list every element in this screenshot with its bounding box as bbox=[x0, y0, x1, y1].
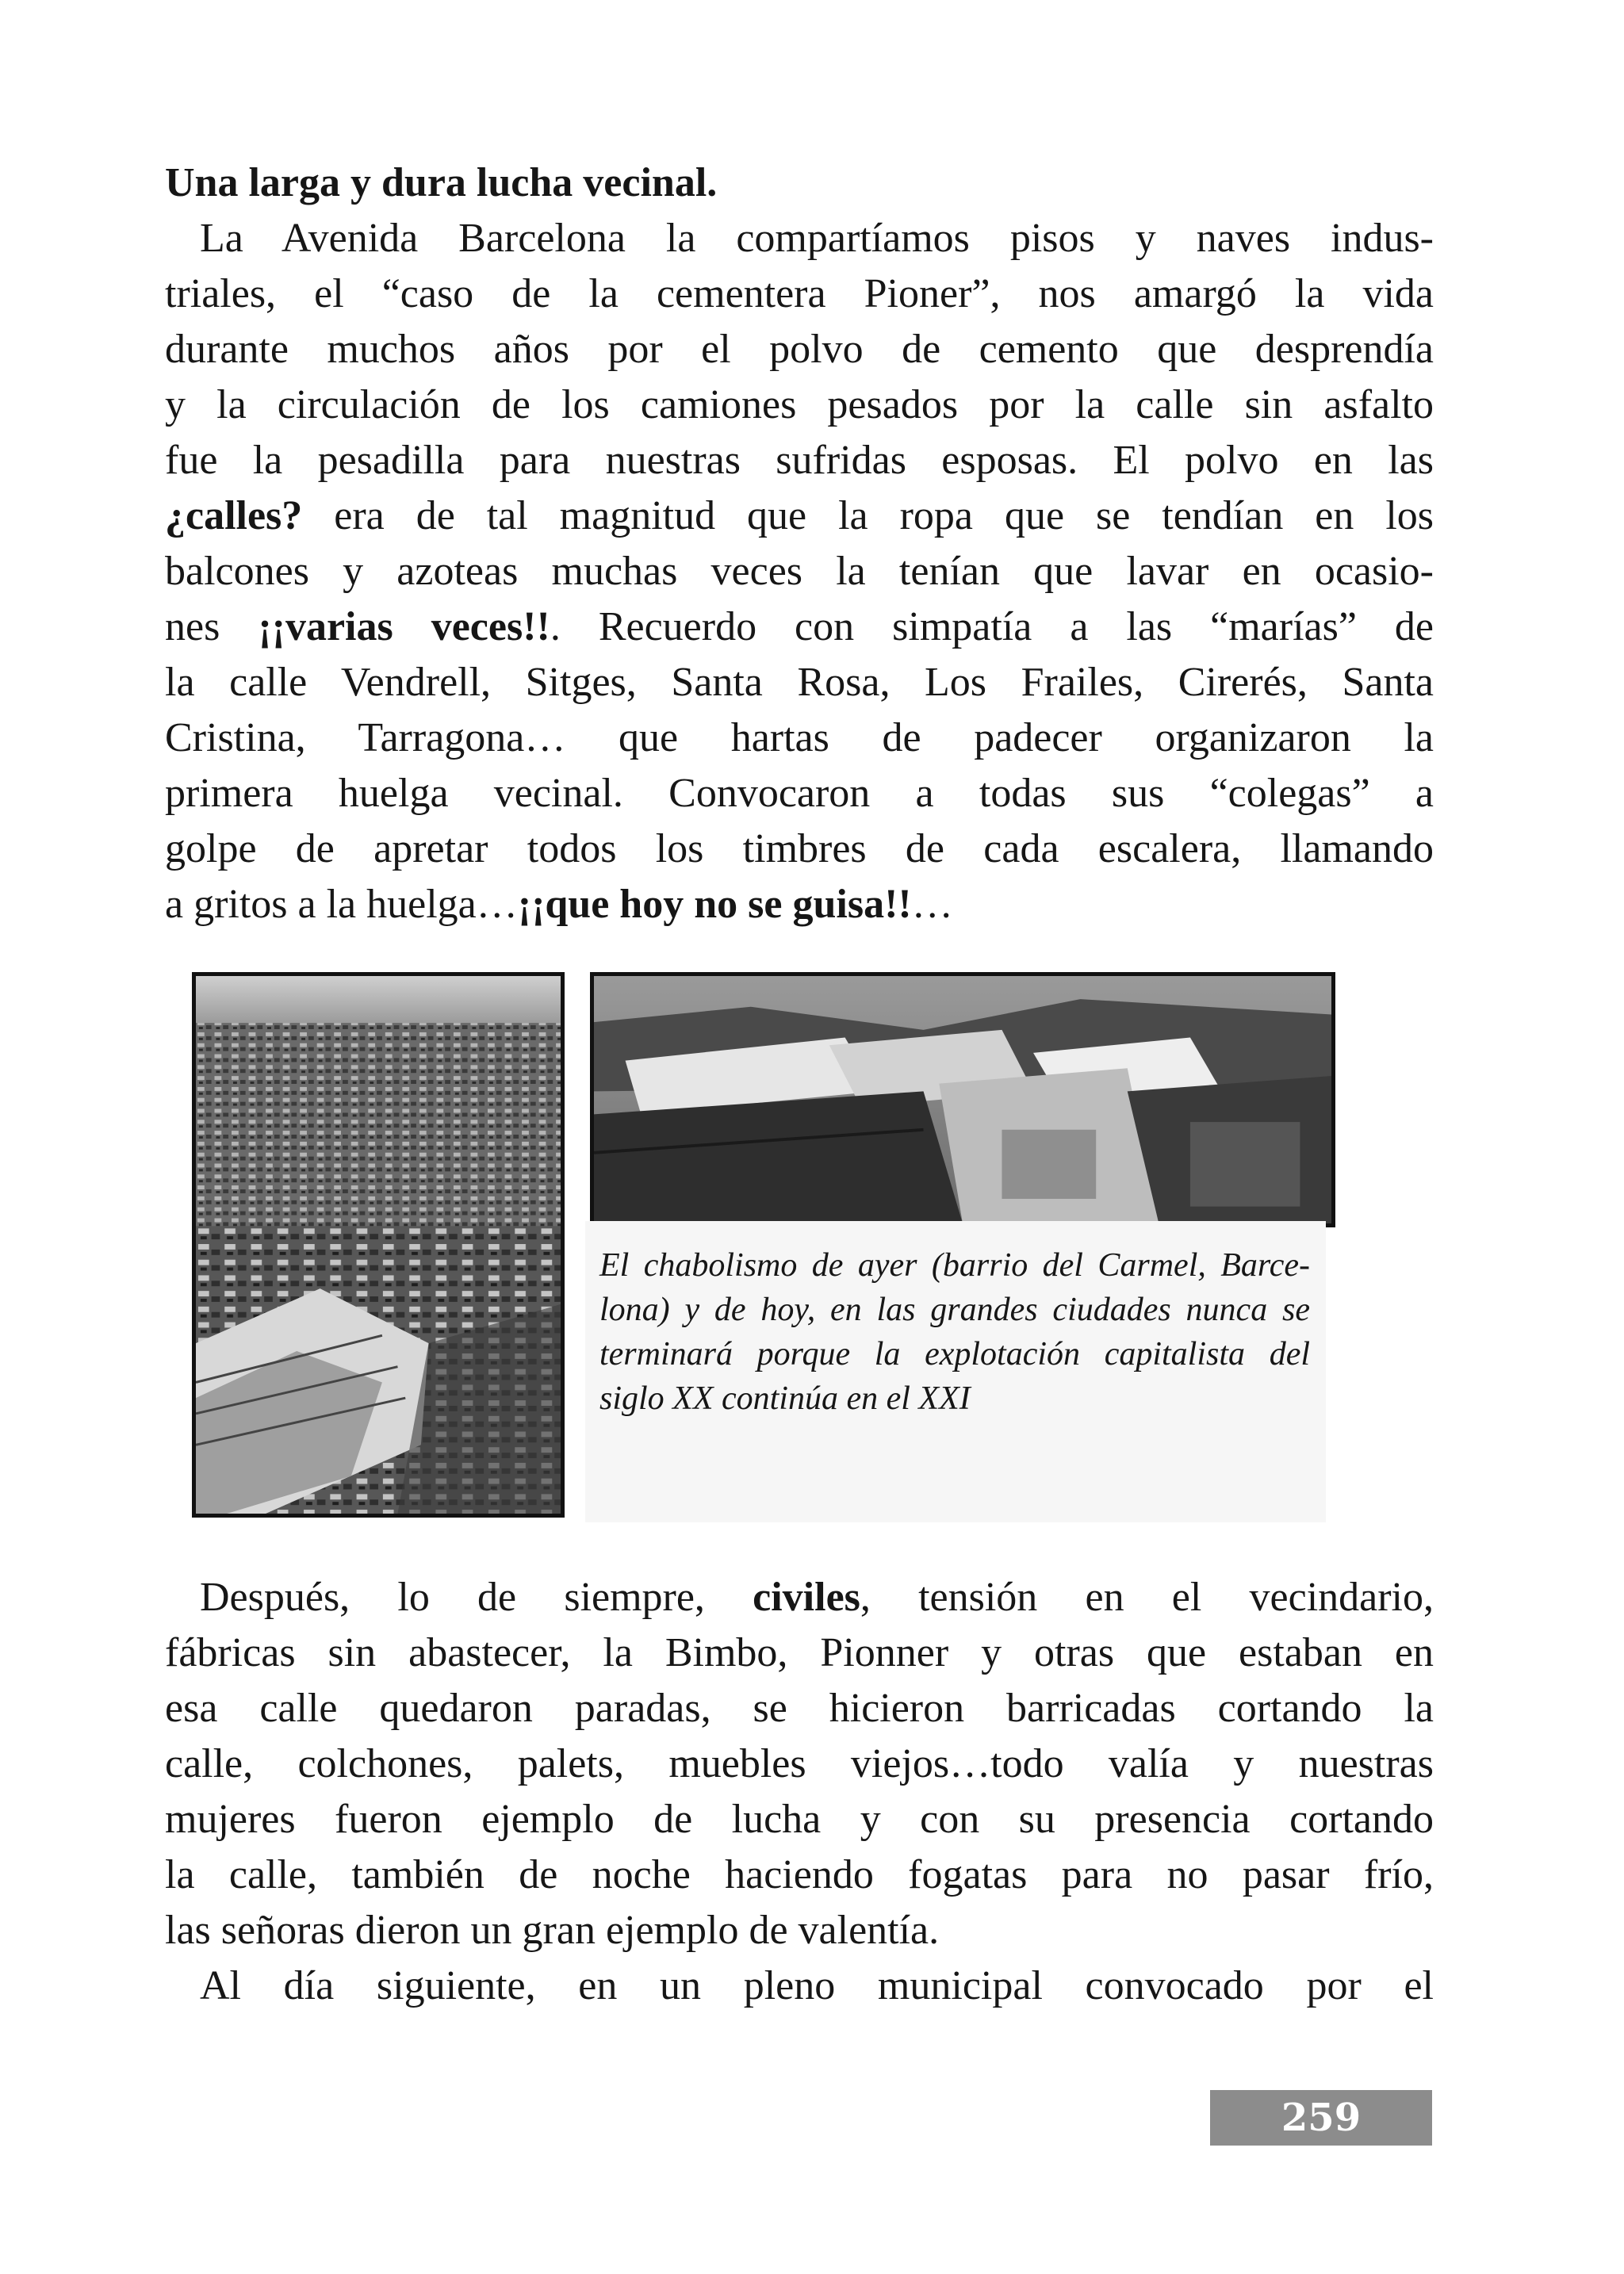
line-8-prefix: nes bbox=[165, 604, 259, 649]
paragraph-1-line-4: y la circulación de los camiones pesados por la calle sin asfalto bbox=[165, 382, 1434, 427]
paragraph-2-line-4: calle, colchones, palets, muebles viejos…todo valía y nuestras bbox=[165, 1741, 1434, 1786]
line-1-prefix: Después, lo de siempre, bbox=[200, 1575, 753, 1620]
caption-line-2: lona) y de hoy, en las grandes ciudades nunca se bbox=[599, 1292, 1310, 1328]
paragraph-2-line-3: esa calle quedaron paradas, se hicieron barricadas cortando la bbox=[165, 1686, 1434, 1731]
paragraph-3-line-1: Al día siguiente, en un pleno municipal convocado por el bbox=[200, 1963, 1434, 2008]
line-13-prefix: a gritos a la huelga… bbox=[165, 882, 518, 927]
bold-que-hoy-no-se-guisa: ¡¡que hoy no se guisa!! bbox=[517, 882, 912, 927]
caption-line-4: siglo XX continúa en el XXI bbox=[599, 1380, 971, 1417]
line-13-suffix: … bbox=[911, 882, 953, 927]
paragraph-2-line-1 bbox=[200, 1570, 1434, 1625]
page-number: 259 bbox=[1210, 2090, 1432, 2146]
photo-aerial-image bbox=[196, 976, 561, 1514]
paragraph-1-line-1: La Avenida Barcelona la compartíamos pisos y naves indus- bbox=[200, 216, 1434, 261]
paragraph-1-line-10: Cristina, Tarragona… que hartas de padecer organizaron la bbox=[165, 715, 1434, 760]
line-8-text: . Recuerdo con simpatía a las “marías” de bbox=[550, 604, 1434, 649]
paragraph-1-line-8 bbox=[165, 599, 1434, 655]
line-6-text: era de tal magnitud que la ropa que se tendían en los bbox=[302, 493, 1434, 538]
line-1-suffix: , tensión en el vecindario, bbox=[860, 1575, 1434, 1620]
paragraph-1-line-13 bbox=[165, 877, 1434, 932]
caption-line-3: terminará porque la explotación capitalista del bbox=[599, 1336, 1310, 1372]
paragraph-1-line-2: triales, el “caso de la cementera Pioner”, nos amargó la vida bbox=[165, 271, 1434, 316]
paragraph-1-line-12: golpe de apretar todos los timbres de cada escalera, llamando bbox=[165, 826, 1434, 871]
paragraph-1-line-6 bbox=[165, 488, 1434, 544]
caption-line-1: El chabolismo de ayer (barrio del Carmel, Barce- bbox=[599, 1247, 1310, 1284]
bold-varias-veces: ¡¡varias veces!! bbox=[258, 604, 550, 649]
paragraph-1-line-7: balcones y azoteas muchas veces la tenían que lavar en ocasio- bbox=[165, 549, 1434, 594]
paragraph-1-line-5: fue la pesadilla para nuestras sufridas esposas. El polvo en las bbox=[165, 438, 1434, 483]
paragraph-2-line-7: las señoras dieron un gran ejemplo de valentía. bbox=[165, 1908, 940, 1953]
paragraph-2-line-5: mujeres fueron ejemplo de lucha y con su presencia cortando bbox=[165, 1797, 1434, 1842]
section-heading: Una larga y dura lucha vecinal. bbox=[165, 160, 718, 205]
photo-shanty-image bbox=[594, 976, 1331, 1223]
bold-calles: ¿calles? bbox=[165, 493, 303, 538]
photo-shanty-rooftops bbox=[590, 972, 1335, 1227]
paragraph-1-line-3: durante muchos años por el polvo de cemento que desprendía bbox=[165, 327, 1434, 372]
paragraph-2-line-2: fábricas sin abastecer, la Bimbo, Pionner y otras que estaban en bbox=[165, 1630, 1434, 1675]
photo-aerial-neighborhood bbox=[192, 972, 565, 1518]
paragraph-1-line-11: primera huelga vecinal. Convocaron a todas sus “colegas” a bbox=[165, 771, 1434, 816]
paragraph-1-line-9: la calle Vendrell, Sitges, Santa Rosa, Los Frailes, Cirerés, Santa bbox=[165, 660, 1434, 705]
bold-civiles: civiles bbox=[753, 1575, 860, 1620]
paragraph-2-line-6: la calle, también de noche haciendo fogatas para no pasar frío, bbox=[165, 1852, 1434, 1897]
